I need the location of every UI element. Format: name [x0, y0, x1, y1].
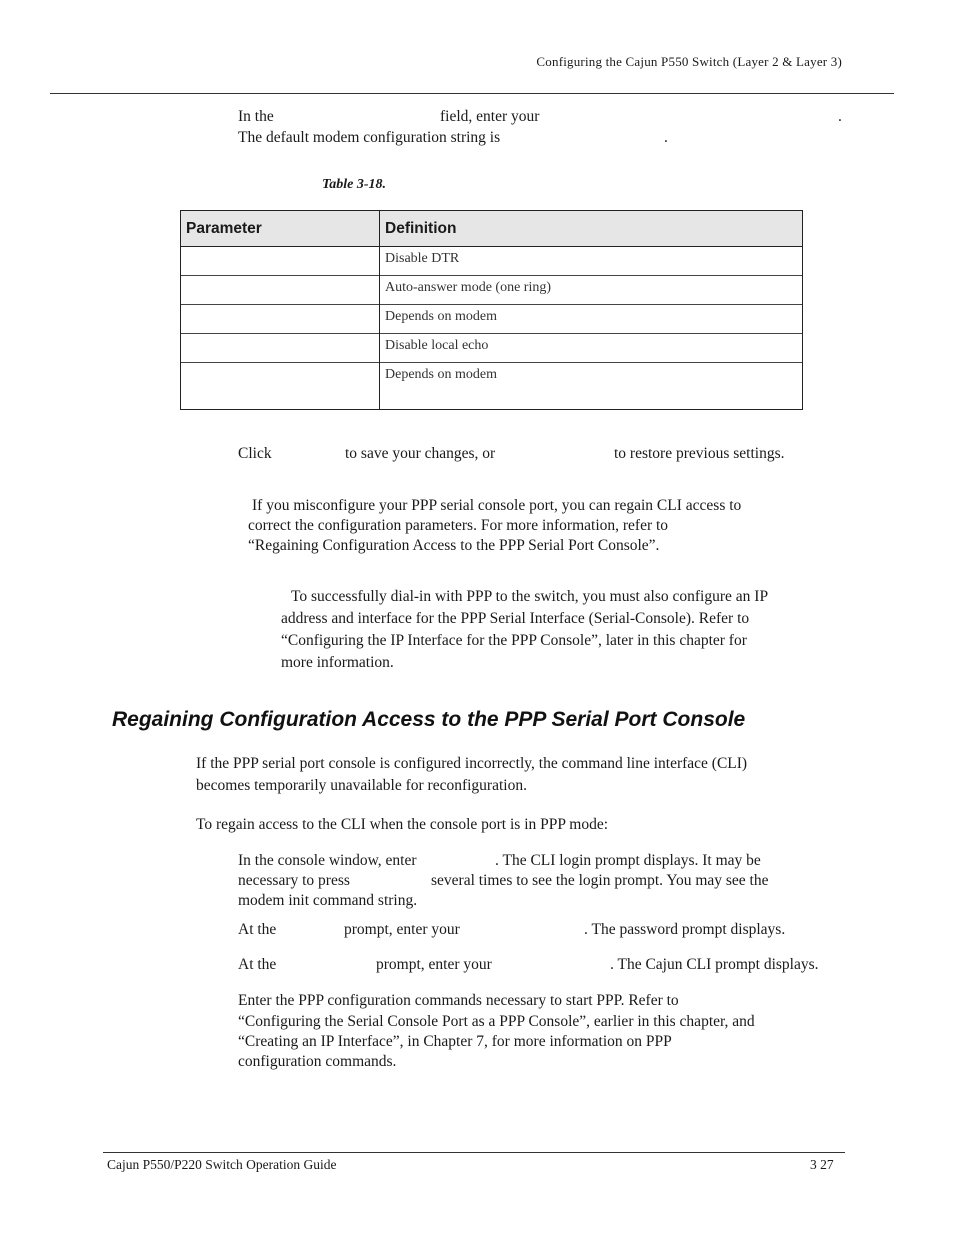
step1-line2-b: several times to see the login prompt. You may see the	[431, 872, 769, 889]
step4-line1: Enter the PPP configuration commands necessary to start PPP. Refer to	[238, 992, 679, 1009]
step-click-c: to restore previous settings.	[614, 445, 785, 462]
parameter-cell	[181, 276, 380, 305]
step1-line3: modem init command string.	[238, 892, 418, 909]
note-dialin-line3: “Configuring the IP Interface for the PPP Console”, later in this chapter for	[281, 632, 747, 649]
table-header-row	[181, 211, 803, 247]
step3-b: prompt, enter your	[376, 956, 492, 973]
section-intro-line2: becomes temporarily unavailable for reconfiguration.	[196, 777, 527, 794]
table-row	[181, 363, 803, 410]
note-misconfigure-line1: If you misconfigure your PPP serial console port, you can regain CLI access to	[252, 497, 742, 514]
section-heading: Regaining Configuration Access to the PPP Serial Port Console	[112, 708, 746, 731]
note-dialin-line1: To successfully dial-in with PPP to the switch, you must also configure an IP	[291, 588, 769, 605]
table-row	[181, 276, 803, 305]
column-header-parameter: Parameter	[181, 211, 380, 247]
step-modem-line2-b: .	[664, 129, 668, 146]
section-intro-line1: If the PPP serial port console is configured incorrectly, the command line interface (CLI)	[196, 755, 748, 772]
definition-cell: Auto-answer mode (one ring)	[380, 276, 803, 305]
step2-c: . The password prompt displays.	[584, 921, 786, 938]
table-row	[181, 247, 803, 276]
header-rule	[50, 93, 894, 94]
table-row	[181, 334, 803, 363]
footer-page-number: 3 27	[810, 1157, 834, 1172]
footer-guide-title: Cajun P550/P220 Switch Operation Guide	[107, 1157, 337, 1172]
parameter-cell	[181, 363, 380, 410]
step1-line1-a: In the console window, enter	[238, 852, 417, 869]
step2-a: At the	[238, 921, 277, 938]
step3-a: At the	[238, 956, 277, 973]
step1-line2-a: necessary to press	[238, 872, 350, 889]
table-caption: Table 3-18.	[322, 177, 387, 192]
step-click-b: to save your changes, or	[345, 445, 496, 462]
running-header: Configuring the Cajun P550 Switch (Layer 2 & Layer 3)	[536, 54, 842, 69]
note-misconfigure-line2: correct the configuration parameters. For more information, refer to	[248, 517, 669, 534]
footer-rule	[103, 1152, 845, 1153]
definition-cell: Disable DTR	[380, 247, 803, 276]
step-modem-line2-a: The default modem configuration string is	[238, 129, 501, 146]
definition-cell: Depends on modem	[380, 305, 803, 334]
step4-line4: configuration commands.	[238, 1053, 397, 1070]
definition-cell: Disable local echo	[380, 334, 803, 363]
parameter-cell	[181, 305, 380, 334]
step4-line3: “Creating an IP Interface”, in Chapter 7, for more information on PPP	[238, 1033, 672, 1050]
step-modem-line1-c: .	[838, 108, 842, 125]
parameter-cell	[181, 334, 380, 363]
step-click-a: Click	[238, 445, 272, 462]
step-modem-line1-a: In the	[238, 108, 274, 125]
section-lead: To regain access to the CLI when the console port is in PPP mode:	[196, 816, 609, 833]
column-header-definition: Definition	[380, 211, 803, 247]
parameter-cell	[181, 247, 380, 276]
modem-parameter-table	[180, 210, 803, 410]
step1-line1-b: . The CLI login prompt displays. It may be	[495, 852, 761, 869]
step2-b: prompt, enter your	[344, 921, 460, 938]
step4-line2: “Configuring the Serial Console Port as a PPP Console”, earlier in this chapter, and	[238, 1013, 755, 1030]
step3-c: . The Cajun CLI prompt displays.	[610, 956, 819, 973]
note-dialin-line4: more information.	[281, 654, 394, 671]
definition-cell: Depends on modem	[380, 363, 803, 410]
table-row	[181, 305, 803, 334]
note-dialin-line2: address and interface for the PPP Serial Interface (Serial-Console). Refer to	[281, 610, 750, 627]
note-misconfigure-line3: “Regaining Configuration Access to the PPP Serial Port Console”.	[248, 537, 660, 554]
step-modem-line1-b: field, enter your	[440, 108, 540, 125]
